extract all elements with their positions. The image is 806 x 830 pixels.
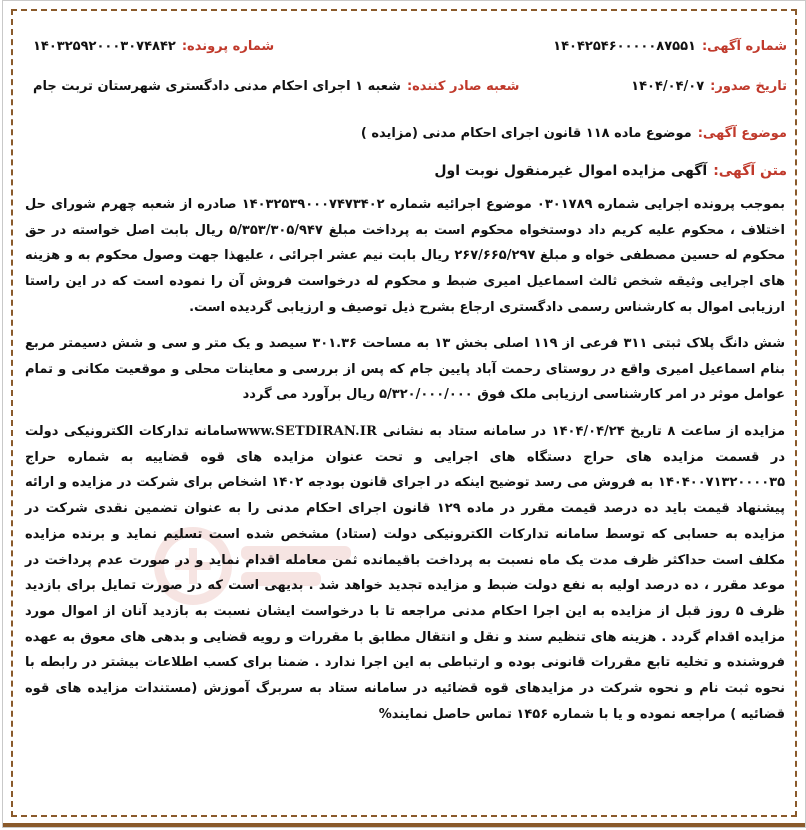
paragraph-3-intro: مزایده از ساعت ۸ تاریخ ۱۴۰۴/۰۴/۲۴ در سامانه ستاد به نشانی — [377, 424, 785, 439]
bottom-bar — [3, 823, 805, 827]
text-label: متن آگهی: — [713, 163, 787, 179]
text-title-value: آگهی مزایده اموال غیرمنقول نوبت اول — [434, 163, 708, 179]
issuer-value: شعبه ۱ اجرای احکام مدنی دادگستری شهرستان تربت جام — [33, 79, 401, 94]
file-number-value: ۱۴۰۳۲۵۹۲۰۰۰۳۰۷۴۸۴۲ — [33, 39, 176, 54]
setadiran-link[interactable]: www.SETDIRAN.IR — [237, 424, 378, 439]
file-number-label: شماره پرونده: — [181, 39, 275, 54]
issue-date-label: تاریخ صدور: — [710, 79, 787, 94]
header-row-2 — [33, 79, 787, 94]
subject-label: موضوع آگهی: — [697, 126, 787, 141]
notice-text-title — [33, 163, 787, 179]
notice-page — [2, 0, 806, 828]
body-paragraph-3 — [25, 419, 785, 727]
notice-number-label: شماره آگهی: — [701, 39, 787, 54]
header-row-1 — [33, 39, 787, 54]
issue-date-value: ۱۴۰۴/۰۴/۰۷ — [631, 79, 705, 94]
notice-subject — [33, 126, 787, 141]
issue-date-field — [631, 79, 787, 94]
issuer-field — [33, 79, 519, 94]
paragraph-3-rest: سامانه تدارکات الکترونیکی دولت در قسمت مزایده های حراج دستگاه های اجرایی و تحت عنوان مزایده های قوه قضاییه به شماره حراج ۱۴۰۴۰۰۷۱۳۲۰۰۰۰۳۵ به فروش می رسد توضیح اینکه در اجرای قانون بودجه ۱۴۰۲ اشخاص برای شرکت در مزایده و ارائه پیشنهاد قیمت باید ده درصد قیمت مقرر در ماده ۱۲۹ قانون اجرای احکام مدنی را به عنوان تضمین نقدی شرکت در مزایده به حسابی که توسط سامانه تدارکات الکترونیکی دولت (ستاد) مشخص شده است تسلیم نماید و برنده مزایده مکلف است حداکثر ظرف مدت یک ماه نسبت به پرداخت باقیمانده ثمن معامله اقدام نماید و در صورت عدم پرداخت در موعد مقرر ، ده درصد اولیه به نفع دولت ضبط و مزایده تجدید خواهد شد . بدیهی است که در صورت تمایل برای بازدید ظرف ۵ روز قبل از مزایده به این اجرا احکام مدنی مراجعه تا با درخواست ایشان نسبت به بازدید آنان از اموال مورد مزایده اقدام گردد . هزینه های تنظیم سند و نقل و انتقال مطابق با مقررات و رویه قضایی و بدهی های معوق به عهده فروشنده و تخلیه تابع مقررات قانونی بوده و ارتباطی به این اجرا ندارد . ضمنا برای کسب اطلاعات بیشتر در رابطه با نحوه ثبت نام و نحوه شرکت در مزایدهای قوه قضائیه در سامانه ستاد به سربرگ آموزش (مستندات مزایده های قوه قضائیه ) مراجعه نموده و یا با شماره ۱۴۵۶ تماس حاصل نمایند% — [25, 424, 785, 722]
body-paragraph-2: شش دانگ پلاک ثبتی ۳۱۱ فرعی از ۱۱۹ اصلی بخش ۱۳ به مساحت ۳۰۱.۳۶ سیصد و یک متر و سی و شش دسیمتر مربع بنام اسماعیل امیری واقع در روستای رحمت آباد پایین جام که پس از بررسی و معاینات محلی و موقعیت مکانی و تمام عوامل موثر در امر کارشناسی ارزیابی ملک فوق ۵/۳۲۰/۰۰۰/۰۰۰ ریال برآورد می گردد — [25, 336, 785, 403]
file-number-field — [33, 39, 274, 54]
notice-number-value: ۱۴۰۴۲۵۴۶۰۰۰۰۰۸۷۵۵۱ — [553, 39, 696, 54]
body-paragraph-1: بموجب پرونده اجرایی شماره ۰۳۰۱۷۸۹ موضوع اجرائیه شماره ۱۴۰۳۲۵۳۹۰۰۰۷۴۷۳۴۰۲ صادره از شعبه چهرم شورای حل اختلاف ، محکوم علیه کریم داد دوستخواه محکوم است به پرداخت مبلغ ۵/۳۵۳/۳۰۵/۹۴۷ ریال بابت اصل خواسته در حق محکوم له حسین مصطفی خواه و مبلغ ۲۶۷/۶۶۵/۲۹۷ ریال بابت نیم عشر اجرائی ، علیهذا جهت وصول محکوم به و هزینه های اجرایی وثیقه شخص ثالث اسماعیل امیری ضبط و محکوم له درخواست فروش آن را نموده است که در این راستا ارزیابی اموال به کارشناس رسمی دادگستری ارجاع بشرح ذیل توصیف و ارزیابی گردیده است. — [25, 197, 786, 315]
issuer-label: شعبه صادر کننده: — [406, 79, 520, 94]
subject-value: موضوع ماده ۱۱۸ قانون اجرای احکام مدنی (مزایده ) — [360, 126, 692, 141]
notice-number-field — [553, 39, 787, 54]
